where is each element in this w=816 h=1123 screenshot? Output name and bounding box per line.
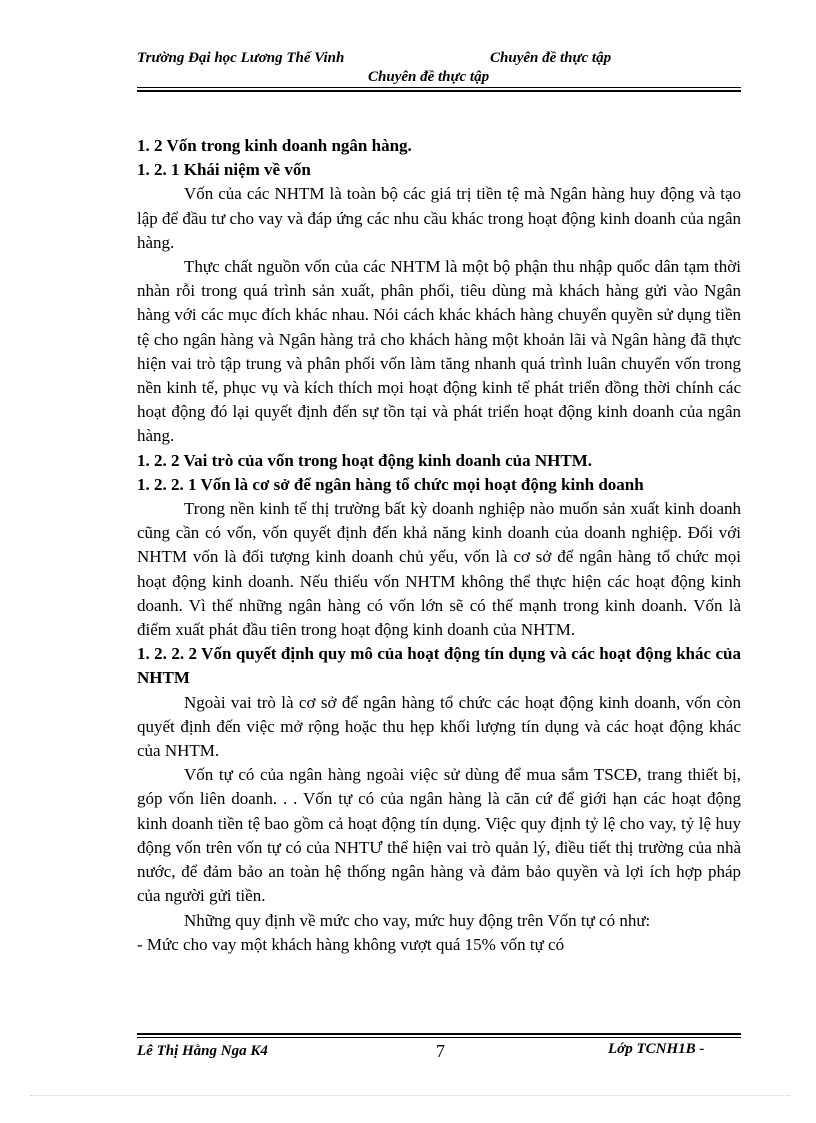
- footer-class: Lớp TCNH1B -: [608, 1041, 705, 1057]
- subsubsection-heading: 1. 2. 2. 2 Vốn quyết định quy mô của hoạt động tín dụng và các hoạt động khác của NHTM: [137, 644, 741, 688]
- subsubsection-heading: 1. 2. 2. 1 Vốn là cơ sở để ngân hàng tổ chức mọi hoạt động kinh doanh: [137, 474, 644, 494]
- list-item: - Mức cho vay một khách hàng không vượt quá 15% vốn tự có: [137, 934, 565, 954]
- paragraph: Vốn của các NHTM là toàn bộ các giá trị tiền tệ mà Ngân hàng huy động và tạo lập để đầu tư cho vay và đáp ứng các nhu cầu khác trong hoạt động kinh doanh của ngân hàng.: [137, 184, 741, 252]
- footer-author: Lê Thị Hằng Nga K4: [137, 1043, 268, 1059]
- header-title-right: Chuyên đề thực tập: [490, 50, 612, 66]
- subsection-heading: 1. 2. 1 Khái niệm về vốn: [137, 160, 311, 180]
- subsection-heading: 1. 2. 2 Vai trò của vốn trong hoạt động kinh doanh của NHTM.: [137, 450, 593, 470]
- header-school: Trường Đại học Lương Thế Vinh: [137, 50, 345, 66]
- page-number: 7: [436, 1041, 445, 1061]
- header-title-center: Chuyên đề thực tập: [368, 69, 490, 85]
- footer-rule-thick: [137, 1033, 741, 1035]
- header-rule-thick: [137, 90, 741, 92]
- paragraph: Thực chất nguồn vốn của các NHTM là một bộ phận thu nhập quốc dân tạm thời nhàn rỗi trong quá trình sản xuất, phân phối, tiêu dùng mà khách hàng gửi vào Ngân hàng với các mục đích khác nhau. Nói cách khác khách hàng chuyển quyền sử dụng tiền tệ cho ngân hàng và Ngân hàng trả cho khách hàng một khoản lãi và Ngân hàng đã thực hiện vai trò tập trung và phân phối vốn làm tăng nhanh quá trình luân chuyển vốn trong nền kinh tế, phục vụ và kích thích mọi hoạt động kinh tế phát triển đồng thời chính các hoạt động đó lại quyết định đến sự tồn tại và phát triển hoạt động kinh doanh của ngân hàng.: [137, 257, 741, 446]
- paragraph: Những quy định về mức cho vay, mức huy động trên Vốn tự có như:: [184, 910, 651, 930]
- paragraph: Ngoài vai trò là cơ sở để ngân hàng tổ chức các hoạt động kinh doanh, vốn còn quyết định đến việc mở rộng hoặc thu hẹp khối lượng tín dụng và các hoạt động khác của NHTM.: [137, 692, 741, 761]
- paragraph: Vốn tự có của ngân hàng ngoài việc sử dùng để mua sắm TSCĐ, trang thiết bị, góp vốn liên doanh. . . Vốn tự có của ngân hàng là căn cứ để giới hạn các hoạt động kinh doanh tiền tệ bao gồm cả hoạt động tín dụng. Việc quy định tỷ lệ cho vay, tỷ lệ huy động vốn trên vốn tự có của NHTƯ thể hiện vai trò quản lý, điều tiết thị trường của nhà nước, để đảm bảo an toàn hệ thống ngân hàng và đảm bảo quyền và lợi ích hợp pháp của người gửi tiền.: [137, 765, 741, 906]
- document-body: [137, 134, 741, 957]
- footer-rule: [137, 1037, 741, 1038]
- header-rule: [137, 87, 741, 88]
- page-edge-divider: [30, 1095, 790, 1096]
- section-heading: 1. 2 Vốn trong kinh doanh ngân hàng.: [137, 136, 412, 155]
- paragraph: Trong nền kinh tế thị trường bất kỳ doanh nghiệp nào muốn sản xuất kinh doanh cũng cần có vốn, vốn quyết định đến khả năng kinh doanh của doanh nghiệp. Đối với NHTM vốn là đối tượng kinh doanh chủ yếu, vốn là cơ sở để ngân hàng tổ chức mọi hoạt động kinh doanh. Nếu thiếu vốn NHTM không thể thực hiện các hoạt động kinh doanh. Vì thế những ngân hàng có vốn lớn sẽ có thế mạnh trong kinh doanh. Vốn là điểm xuất phát đầu tiên trong hoạt động kinh doanh của NHTM.: [137, 499, 741, 640]
